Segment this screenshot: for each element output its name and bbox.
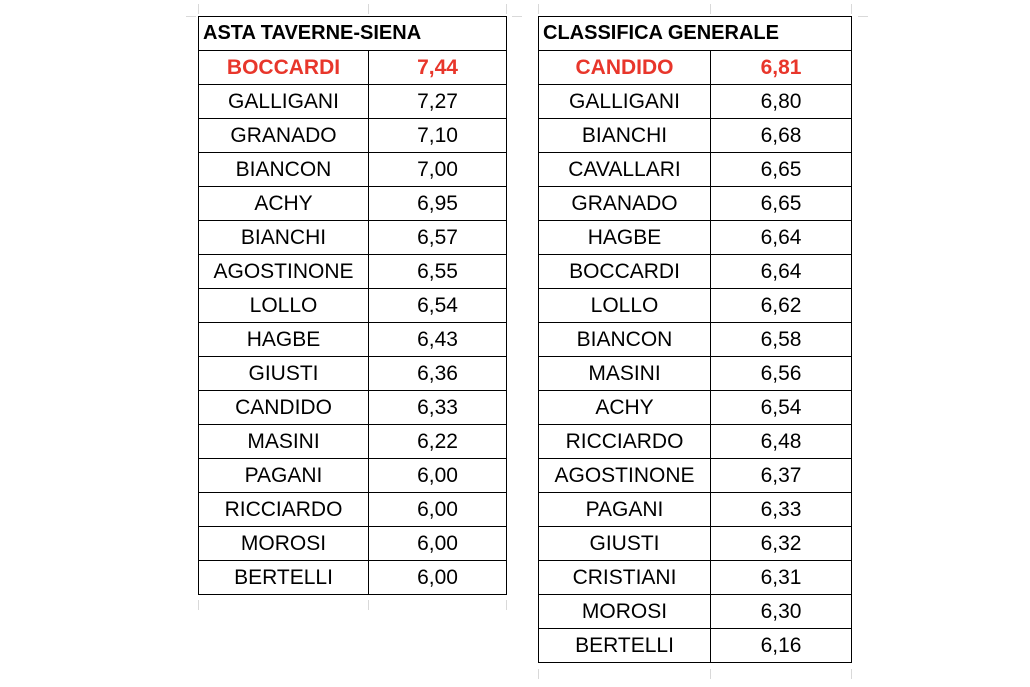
player-score: 6,64: [711, 255, 852, 289]
table-row: [539, 187, 852, 221]
player-score: 6,22: [369, 425, 507, 459]
gridline-tick: [368, 4, 369, 14]
player-score: 7,00: [369, 153, 507, 187]
player-name: MASINI: [539, 357, 711, 391]
player-name: GIUSTI: [199, 357, 369, 391]
player-score: 6,62: [711, 289, 852, 323]
player-name: RICCIARDO: [539, 425, 711, 459]
player-score: 6,00: [369, 493, 507, 527]
gridline-tick: [186, 16, 196, 17]
table-row: [539, 595, 852, 629]
player-name: LOLLO: [199, 289, 369, 323]
table-row: [539, 561, 852, 595]
table-row: [199, 221, 507, 255]
player-name: GRANADO: [199, 119, 369, 153]
player-name: GALLIGANI: [199, 85, 369, 119]
player-score: 6,31: [711, 561, 852, 595]
player-score: 6,64: [711, 221, 852, 255]
player-name: MASINI: [199, 425, 369, 459]
table-row: [199, 425, 507, 459]
gridline-tick: [710, 4, 711, 14]
leader-name: CANDIDO: [539, 51, 711, 85]
player-score: 6,80: [711, 85, 852, 119]
player-name: BIANCON: [199, 153, 369, 187]
table-row: [199, 459, 507, 493]
player-score: 6,36: [369, 357, 507, 391]
player-score: 6,30: [711, 595, 852, 629]
player-name: CRISTIANI: [539, 561, 711, 595]
table-row: [539, 391, 852, 425]
player-name: ACHY: [539, 391, 711, 425]
table-row: [539, 425, 852, 459]
player-score: 6,00: [369, 459, 507, 493]
player-score: 6,65: [711, 153, 852, 187]
player-name: LOLLO: [539, 289, 711, 323]
leader-row: [199, 51, 507, 85]
table-row: [539, 493, 852, 527]
table-row: [199, 153, 507, 187]
player-score: 6,54: [369, 289, 507, 323]
table-row: [539, 527, 852, 561]
table-row: [199, 119, 507, 153]
player-score: 6,32: [711, 527, 852, 561]
gridline-tick: [198, 4, 199, 14]
classifica-title: CLASSIFICA GENERALE: [539, 17, 852, 51]
player-name: BOCCARDI: [539, 255, 711, 289]
player-score: 6,54: [711, 391, 852, 425]
player-name: BIANCHI: [539, 119, 711, 153]
table-row: [539, 153, 852, 187]
gridline-tick: [710, 669, 711, 679]
player-score: 6,55: [369, 255, 507, 289]
table-header-row: [539, 17, 852, 51]
player-score: 6,56: [711, 357, 852, 391]
player-name: RICCIARDO: [199, 493, 369, 527]
player-score: 6,16: [711, 629, 852, 663]
player-score: 7,27: [369, 85, 507, 119]
player-name: HAGBE: [199, 323, 369, 357]
gridline-tick: [538, 4, 539, 14]
table-row: [539, 323, 852, 357]
player-name: AGOSTINONE: [539, 459, 711, 493]
player-name: CANDIDO: [199, 391, 369, 425]
player-score: 7,10: [369, 119, 507, 153]
gridline-tick: [512, 16, 522, 17]
table-row: [539, 629, 852, 663]
gridline-tick: [538, 669, 539, 679]
player-score: 6,57: [369, 221, 507, 255]
player-score: 6,95: [369, 187, 507, 221]
table-row: [199, 85, 507, 119]
asta-title: ASTA TAVERNE-SIENA: [199, 17, 507, 51]
table-row: [539, 357, 852, 391]
gridline-tick: [506, 4, 507, 14]
table-row: [539, 289, 852, 323]
player-score: 6,58: [711, 323, 852, 357]
player-name: GRANADO: [539, 187, 711, 221]
player-score: 6,68: [711, 119, 852, 153]
player-score: 6,37: [711, 459, 852, 493]
leader-name: BOCCARDI: [199, 51, 369, 85]
table-row: [199, 289, 507, 323]
player-score: 6,00: [369, 527, 507, 561]
table-row: [199, 493, 507, 527]
gridline-tick: [851, 4, 852, 14]
player-name: MOROSI: [199, 527, 369, 561]
player-score: 6,43: [369, 323, 507, 357]
classifica-table: [538, 16, 852, 663]
table-row: [539, 85, 852, 119]
gridline-tick: [506, 600, 507, 610]
table-header-row: [199, 17, 507, 51]
table-row: [199, 561, 507, 595]
leader-score: 6,81: [711, 51, 852, 85]
gridline-tick: [198, 600, 199, 610]
player-name: ACHY: [199, 187, 369, 221]
player-name: GIUSTI: [539, 527, 711, 561]
player-name: BIANCHI: [199, 221, 369, 255]
gridline-tick: [368, 600, 369, 610]
player-name: GALLIGANI: [539, 85, 711, 119]
table-row: [199, 255, 507, 289]
player-name: PAGANI: [539, 493, 711, 527]
player-score: 6,00: [369, 561, 507, 595]
gridline-tick: [858, 16, 868, 17]
leader-score: 7,44: [369, 51, 507, 85]
player-name: HAGBE: [539, 221, 711, 255]
table-row: [199, 357, 507, 391]
player-score: 6,33: [369, 391, 507, 425]
player-name: BERTELLI: [199, 561, 369, 595]
player-name: MOROSI: [539, 595, 711, 629]
table-row: [539, 221, 852, 255]
table-row: [199, 527, 507, 561]
player-name: BERTELLI: [539, 629, 711, 663]
leader-row: [539, 51, 852, 85]
player-name: BIANCON: [539, 323, 711, 357]
table-row: [199, 187, 507, 221]
table-row: [539, 255, 852, 289]
table-row: [539, 459, 852, 493]
table-row: [539, 119, 852, 153]
player-name: PAGANI: [199, 459, 369, 493]
player-name: AGOSTINONE: [199, 255, 369, 289]
player-name: CAVALLARI: [539, 153, 711, 187]
player-score: 6,48: [711, 425, 852, 459]
gridline-tick: [851, 669, 852, 679]
player-score: 6,65: [711, 187, 852, 221]
table-row: [199, 323, 507, 357]
player-score: 6,33: [711, 493, 852, 527]
asta-table: [198, 16, 507, 595]
table-row: [199, 391, 507, 425]
